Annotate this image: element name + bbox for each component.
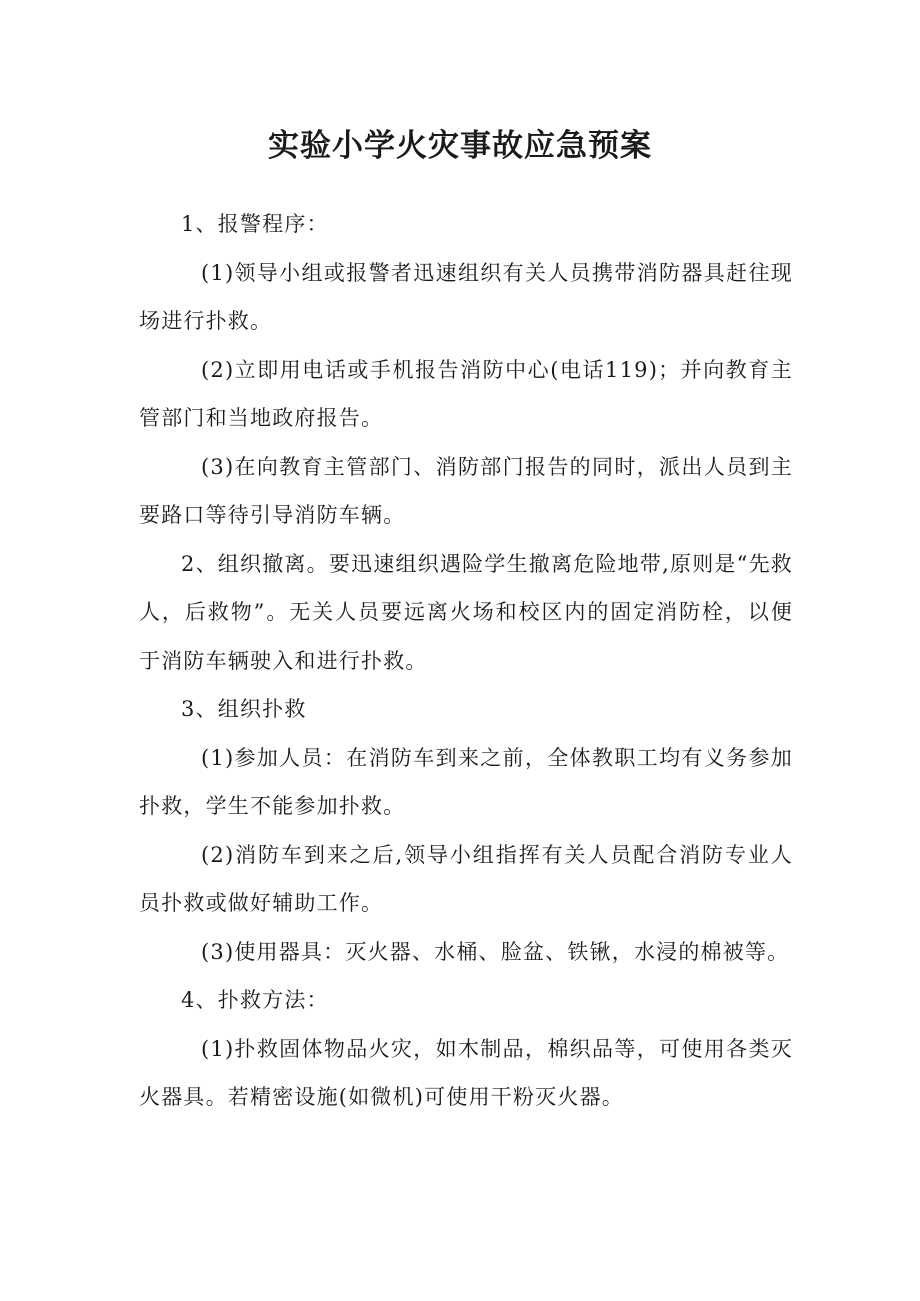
section-1-item-3: (3)在向教育主管部门、消防部门报告的同时，派出人员到主要路口等待引导消防车辆。	[139, 454, 793, 527]
document-body	[139, 200, 793, 1122]
section-3-item-2: (2)消防车到来之后,领导小组指挥有关人员配合消防专业人员扑救或做好辅助工作。	[139, 842, 793, 915]
section-3-item-1: (1)参加人员：在消防车到来之前，全体教职工均有义务参加扑救，学生不能参加扑救。	[139, 745, 793, 818]
section-3-item-3: (3)使用器具：灭火器、水桶、脸盆、铁锹，水浸的棉被等。	[201, 939, 790, 964]
document-title: 实验小学火灾事故应急预案	[268, 128, 652, 164]
section-1-item-2: (2)立即用电话或手机报告消防中心(电话119)；并向教育主管部门和当地政府报告。	[139, 357, 793, 430]
section-1-item-1: (1)领导小组或报警者迅速组织有关人员携带消防器具赶往现场进行扑救。	[139, 260, 793, 333]
section-3-heading: 3、组织扑救	[181, 697, 307, 721]
section-4-heading: 4、扑救方法：	[181, 988, 329, 1012]
section-2-paragraph: 2、组织撤离。要迅速组织遇险学生撤离危险地带,原则是“先救人，后救物”。无关人员要远离火场和校区内的固定消防栓，以便于消防车辆驶入和进行扑救。	[139, 551, 793, 673]
section-1-heading: 1、报警程序：	[181, 212, 329, 236]
section-4-item-1: (1)扑救固体物品火灾，如木制品，棉织品等，可使用各类灭火器具。若精密设施(如微机)可使用干粉灭火器。	[139, 1036, 793, 1109]
